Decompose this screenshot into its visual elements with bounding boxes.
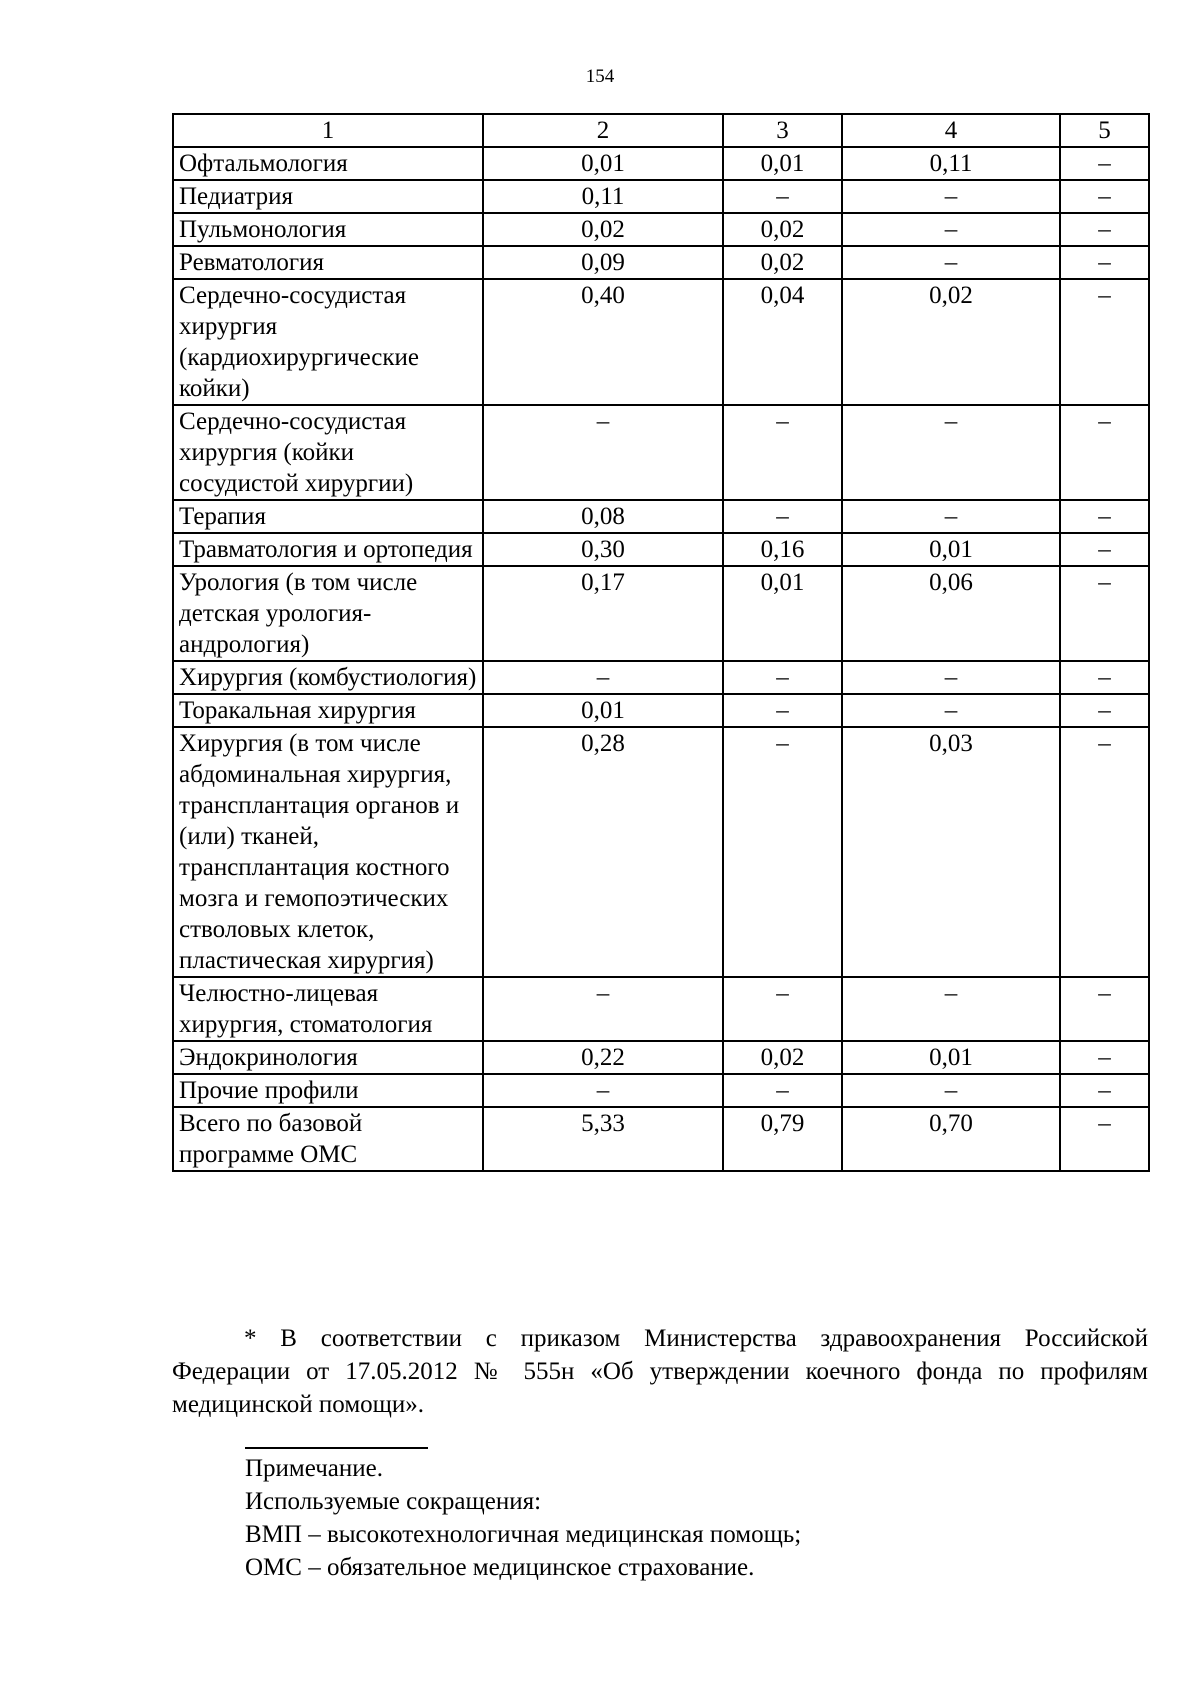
table-row	[173, 500, 1149, 533]
abbreviation-item: ОМС – обязательное медицинское страхование.	[245, 1554, 755, 1581]
cell-value: –	[1060, 279, 1149, 405]
cell-value: –	[1060, 694, 1149, 727]
row-label: Ревматология	[173, 246, 483, 279]
abbreviation-item: ВМП – высокотехнологичная медицинская помощь;	[245, 1521, 802, 1548]
cell-value: –	[723, 694, 842, 727]
cell-value: –	[842, 1074, 1060, 1107]
table-row	[173, 180, 1149, 213]
cell-value: 0,22	[483, 1041, 723, 1074]
row-label: Урология (в том числе детская урология-андрология)	[173, 566, 483, 661]
cell-value: –	[723, 727, 842, 977]
cell-value: 0,70	[842, 1107, 1060, 1171]
cell-value: 0,01	[723, 147, 842, 180]
cell-value: 0,01	[842, 1041, 1060, 1074]
cell-value: 0,17	[483, 566, 723, 661]
row-label: Хирургия (комбустиология)	[173, 661, 483, 694]
table-row	[173, 727, 1149, 977]
notes-divider	[245, 1447, 428, 1449]
cell-value: –	[842, 694, 1060, 727]
cell-value: –	[1060, 977, 1149, 1041]
row-label: Сердечно-сосудистая хирургия (койки сосудистой хирургии)	[173, 405, 483, 500]
cell-value: –	[842, 661, 1060, 694]
page-number: 154	[585, 66, 615, 87]
cell-value: –	[1060, 213, 1149, 246]
cell-value: –	[842, 977, 1060, 1041]
cell-value: –	[1060, 405, 1149, 500]
cell-value: 0,11	[483, 180, 723, 213]
cell-value: 0,02	[483, 213, 723, 246]
cell-value: 0,06	[842, 566, 1060, 661]
cell-value: –	[1060, 246, 1149, 279]
row-label: Травматология и ортопедия	[173, 533, 483, 566]
cell-value: –	[723, 180, 842, 213]
cell-value: –	[842, 500, 1060, 533]
cell-value: –	[723, 977, 842, 1041]
cell-value: 0,01	[842, 533, 1060, 566]
cell-value: –	[483, 977, 723, 1041]
cell-value: –	[842, 405, 1060, 500]
cell-value: 0,30	[483, 533, 723, 566]
cell-value: 0,40	[483, 279, 723, 405]
table-body	[173, 147, 1149, 1171]
table-row	[173, 566, 1149, 661]
column-header: 4	[842, 114, 1060, 147]
cell-value: 0,02	[723, 213, 842, 246]
table-row	[173, 977, 1149, 1041]
table-row	[173, 405, 1149, 500]
row-label: Офтальмология	[173, 147, 483, 180]
cell-value: –	[1060, 533, 1149, 566]
cell-value: 0,11	[842, 147, 1060, 180]
cell-value: 0,01	[483, 694, 723, 727]
cell-value: –	[723, 405, 842, 500]
row-label: Сердечно-сосудистая хирургия (кардиохирургические койки)	[173, 279, 483, 405]
column-header: 3	[723, 114, 842, 147]
cell-value: –	[1060, 1074, 1149, 1107]
table-row	[173, 1107, 1149, 1171]
cell-value: 0,28	[483, 727, 723, 977]
cell-value: –	[723, 661, 842, 694]
notes-title: Примечание.	[245, 1455, 384, 1482]
cell-value: –	[483, 405, 723, 500]
cell-value: 0,02	[842, 279, 1060, 405]
cell-value: 0,09	[483, 246, 723, 279]
cell-value: –	[1060, 1041, 1149, 1074]
cell-value: –	[1060, 1107, 1149, 1171]
row-label: Торакальная хирургия	[173, 694, 483, 727]
notes-block	[245, 1452, 1145, 1584]
cell-value: 0,08	[483, 500, 723, 533]
column-header: 5	[1060, 114, 1149, 147]
row-label: Эндокринология	[173, 1041, 483, 1074]
table-row	[173, 694, 1149, 727]
row-label: Терапия	[173, 500, 483, 533]
cell-value: –	[483, 1074, 723, 1107]
cell-value: –	[1060, 500, 1149, 533]
footnote	[172, 1322, 1148, 1421]
table-header-row	[173, 114, 1149, 147]
row-label: Всего по базовой программе ОМС	[173, 1107, 483, 1171]
cell-value: –	[1060, 727, 1149, 977]
bed-fund-table	[172, 113, 1150, 1172]
table-row	[173, 213, 1149, 246]
table-row	[173, 1041, 1149, 1074]
cell-value: –	[723, 1074, 842, 1107]
cell-value: 0,01	[483, 147, 723, 180]
cell-value: 5,33	[483, 1107, 723, 1171]
row-label: Хирургия (в том числе абдоминальная хирургия, трансплантация органов и (или) тканей, трансплантация костного мозга и гемопоэтических стволовых клеток, пластическая хирургия)	[173, 727, 483, 977]
cell-value: 0,01	[723, 566, 842, 661]
row-label: Пульмонология	[173, 213, 483, 246]
table-row	[173, 147, 1149, 180]
table-row	[173, 279, 1149, 405]
cell-value: –	[1060, 661, 1149, 694]
row-label: Челюстно-лицевая хирургия, стоматология	[173, 977, 483, 1041]
cell-value: 0,79	[723, 1107, 842, 1171]
cell-value: –	[842, 246, 1060, 279]
table-row	[173, 246, 1149, 279]
cell-value: 0,02	[723, 1041, 842, 1074]
cell-value: 0,04	[723, 279, 842, 405]
footnote-text: * В соответствии с приказом Министерства здравоохранения Российской Федерации от 17.05.2012 № 555н «Об утверждении коечного фонда по профилям медицинской помощи».	[172, 1325, 1148, 1418]
row-label: Педиатрия	[173, 180, 483, 213]
cell-value: –	[1060, 147, 1149, 180]
cell-value: 0,03	[842, 727, 1060, 977]
cell-value: –	[723, 500, 842, 533]
cell-value: –	[1060, 566, 1149, 661]
cell-value: –	[483, 661, 723, 694]
table-row	[173, 533, 1149, 566]
cell-value: –	[842, 180, 1060, 213]
table-row	[173, 1074, 1149, 1107]
column-header: 1	[173, 114, 483, 147]
column-header: 2	[483, 114, 723, 147]
cell-value: 0,16	[723, 533, 842, 566]
table-row	[173, 661, 1149, 694]
cell-value: 0,02	[723, 246, 842, 279]
row-label: Прочие профили	[173, 1074, 483, 1107]
cell-value: –	[842, 213, 1060, 246]
abbreviations-intro: Используемые сокращения:	[245, 1488, 542, 1515]
cell-value: –	[1060, 180, 1149, 213]
